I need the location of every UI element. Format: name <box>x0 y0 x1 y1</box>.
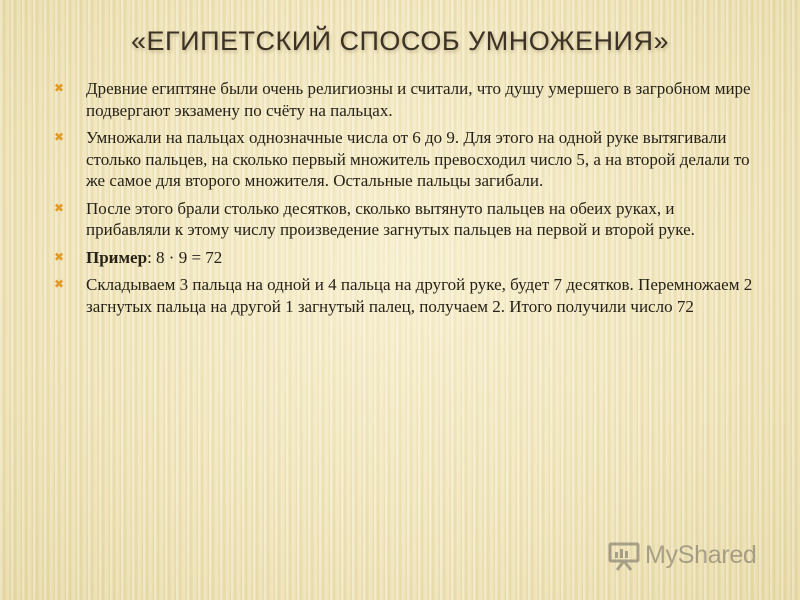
bullet-list <box>54 78 754 323</box>
bullet-text: : 8 · 9 = 72 <box>147 247 223 267</box>
slide-title: «ЕГИПЕТСКИЙ СПОСОБ УМНОЖЕНИЯ» <box>131 26 669 56</box>
bullet-cross-icon: ✖ <box>54 200 65 215</box>
list-item <box>54 198 754 241</box>
watermark-text: MyShared <box>645 540 757 569</box>
example-label: Пример <box>86 247 148 267</box>
bullet-text: Умножали на пальцах однозначные числа от 6 до 9. Для этого на одной руке вытягивали столько пальцев, на сколько первый множитель превосходил число 5, а на второй делали то же самое для второго множителя. Остальные пальцы загибали. <box>86 128 750 190</box>
bullet-cross-icon: ✖ <box>54 130 65 144</box>
myshared-logo[interactable] <box>607 538 757 572</box>
presentation-board-icon <box>607 538 641 572</box>
bullet-text: После этого брали столько десятков, сколько вытянуто пальцев на обеих руках, и прибавляли к этому числу произведение загнутых пальцев на первой и второй руке. <box>86 198 695 239</box>
bullet-cross-icon: ✖ <box>54 249 65 264</box>
bullet-text: Складываем 3 пальца на одной и 4 пальца на другой руке, будет 7 десятков. Перемножаем 2 загнутых пальца на другой 1 загнутый палец, получаем 2. Итого получили число 72 <box>86 275 753 316</box>
bullet-text: Древние египтяне были очень религиозны и считали, что душу умершего в загробном мире подвергают экзамену по счёту на пальцах. <box>86 79 751 120</box>
bullet-cross-icon: ✖ <box>54 81 65 95</box>
list-item <box>54 274 754 317</box>
list-item <box>54 247 754 269</box>
list-item <box>54 127 754 192</box>
list-item <box>54 78 754 121</box>
bullet-cross-icon: ✖ <box>54 277 65 291</box>
